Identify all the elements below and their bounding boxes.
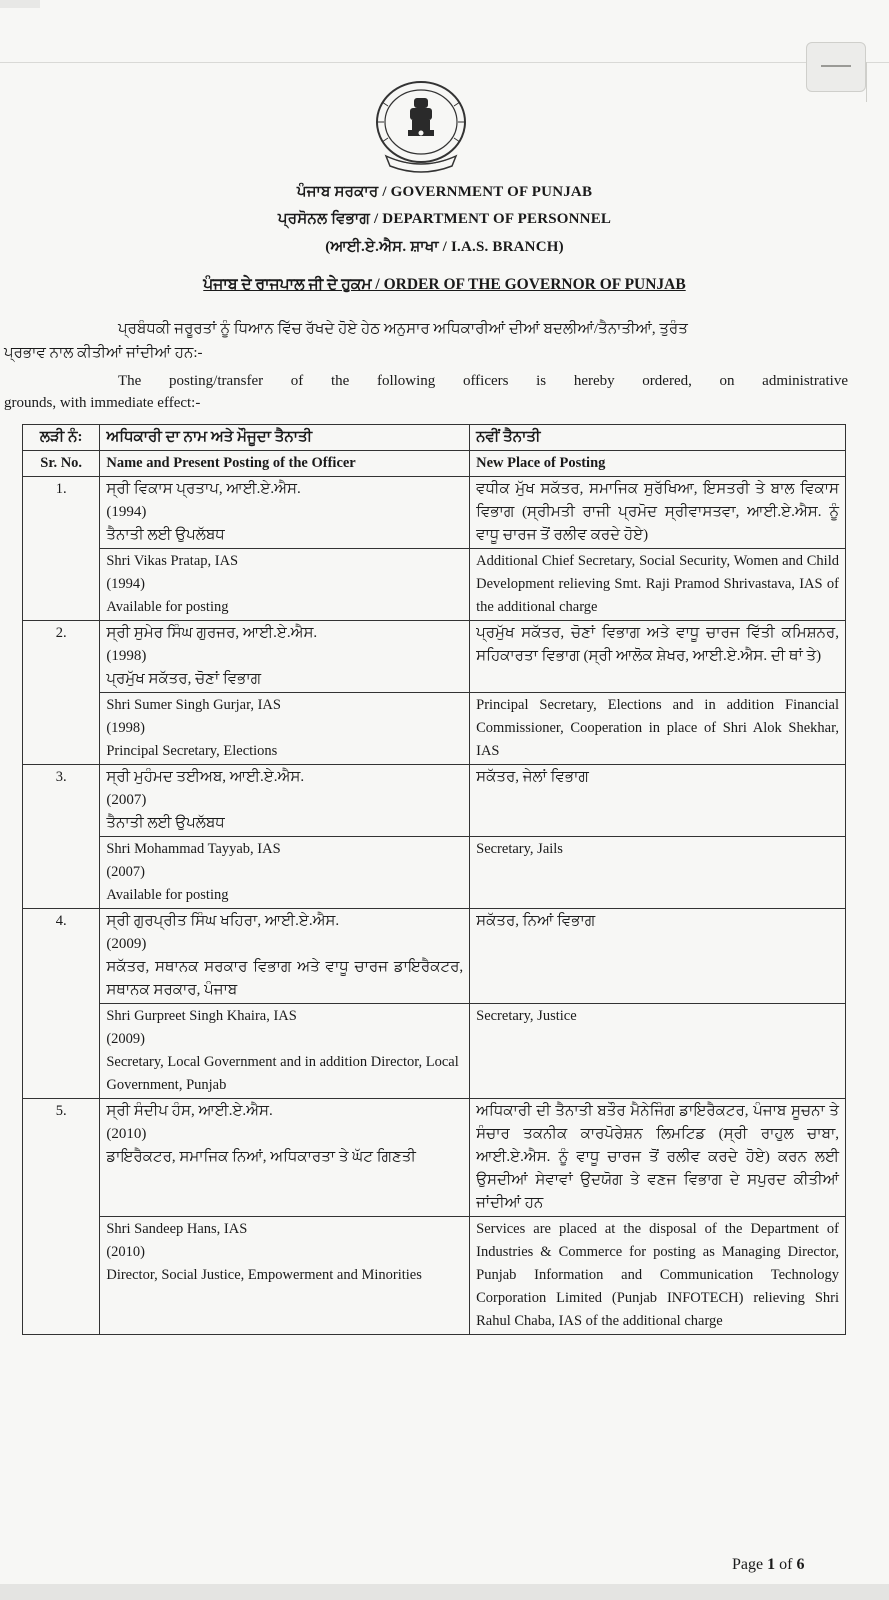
officer-batch-pa: (2007)	[106, 792, 147, 808]
officer-batch-en: (2007)	[106, 864, 146, 880]
table-header-row-punjabi	[23, 425, 846, 451]
header-government: ਪੰਜਾਬ ਸਰਕਾਰ / GOVERNMENT OF PUNJAB	[296, 184, 593, 200]
new-posting-en: Secretary, Jails	[470, 837, 846, 909]
government-emblem-logo	[368, 76, 474, 176]
officer-present-posting-pa: ਡਾਇਰੈਕਟਰ, ਸਮਾਜਿਕ ਨਿਆਂ, ਅਧਿਕਾਰਤਾ ਤੇ ਘੱਟ ਗਿਣਤੀ	[106, 1149, 416, 1165]
officer-present-posting-en: Secretary, Local Government and in addition Director, Local Government, Punjab	[106, 1054, 459, 1093]
officer-name-pa: ਸ੍ਰੀ ਮੁਹੰਮਦ ਤਈਅਬ, ਆਈ.ਏ.ਐਸ.	[106, 769, 305, 785]
officer-batch-en: (1998)	[106, 720, 146, 736]
intro-english-line2: grounds, with immediate effect:-	[4, 395, 201, 411]
table-row	[23, 693, 846, 765]
page-bottom-edge	[0, 1584, 889, 1600]
officer-name-pa: ਸ੍ਰੀ ਵਿਕਾਸ ਪ੍ਰਤਾਪ, ਆਈ.ਏ.ਐਸ.	[106, 481, 301, 497]
menu-handle-button[interactable]	[806, 42, 866, 92]
sr-number: 5.	[23, 1099, 100, 1335]
sr-number: 4.	[23, 909, 100, 1099]
new-posting-en: Services are placed at the disposal of the Department of Industries & Commerce for posting as Managing Director, Punjab Information and Communication Technology Corporation Limited (Punjab INFOTECH) relieving Shri Rahul Chaba, IAS of the additional charge	[470, 1217, 846, 1335]
new-posting-en: Principal Secretary, Elections and in addition Financial Commissioner, Cooperation in place of Shri Alok Shekhar, IAS	[470, 693, 846, 765]
officer-punjabi	[100, 1099, 470, 1217]
officer-batch-en: (2009)	[106, 1031, 146, 1047]
intro-english-line1: The posting/transfer of the following officers is hereby ordered, on administrative	[118, 373, 848, 389]
sr-number: 3.	[23, 765, 100, 909]
sr-number: 1.	[23, 477, 100, 621]
officer-name-pa: ਸ੍ਰੀ ਸੁਮੇਰ ਸਿੰਘ ਗੁਰਜਰ, ਆਈ.ਏ.ਐਸ.	[106, 625, 318, 641]
page-top-edge	[0, 62, 889, 63]
officer-name-en: Shri Gurpreet Singh Khaira, IAS	[106, 1008, 297, 1024]
officer-english	[100, 1217, 470, 1335]
officer-english	[100, 837, 470, 909]
officer-batch-pa: (2009)	[106, 936, 147, 952]
table-row	[23, 477, 846, 549]
officer-present-posting-en: Available for posting	[106, 887, 229, 903]
officer-punjabi	[100, 909, 470, 1004]
order-title	[0, 276, 889, 294]
officer-batch-pa: (1998)	[106, 648, 147, 664]
officer-name-pa: ਸ੍ਰੀ ਸੰਦੀਪ ਹੰਸ, ਆਈ.ਏ.ਐਸ.	[106, 1103, 273, 1119]
table-row	[23, 1004, 846, 1099]
table-row	[23, 837, 846, 909]
officer-batch-pa: (2010)	[106, 1126, 147, 1142]
officer-present-posting-pa: ਤੈਨਾਤੀ ਲਈ ਉਪਲੱਬਧ	[106, 815, 225, 831]
officer-punjabi	[100, 621, 470, 693]
header-posting-en: New Place of Posting	[470, 451, 846, 477]
table-row	[23, 621, 846, 693]
officer-english	[100, 693, 470, 765]
header-sr-en: Sr. No.	[23, 451, 100, 477]
new-posting-en: Additional Chief Secretary, Social Security, Women and Child Development relieving Smt. Raji Pramod Shrivastava, IAS of the additional charge	[470, 549, 846, 621]
intro-punjabi-line2: ਪ੍ਰਭਾਵ ਨਾਲ ਕੀਤੀਆਂ ਜਾਂਦੀਆਂ ਹਨ:-	[4, 345, 203, 361]
header-officer-en: Name and Present Posting of the Officer	[100, 451, 470, 477]
officer-name-en: Shri Mohammad Tayyab, IAS	[106, 841, 281, 857]
order-title-text: ਪੰਜਾਬ ਦੇ ਰਾਜਪਾਲ ਜੀ ਦੇ ਹੁਕਮ / ORDER OF THE GOVERNOR OF PUNJAB	[203, 276, 686, 293]
page-current: 1	[767, 1556, 776, 1573]
new-posting-pa: ਪ੍ਰਮੁੱਖ ਸਕੱਤਰ, ਚੋਣਾਂ ਵਿਭਾਗ ਅਤੇ ਵਾਧੂ ਚਾਰਜ ਵਿੱਤੀ ਕਮਿਸ਼ਨਰ, ਸਹਿਕਾਰਤਾ ਵਿਭਾਗ (ਸ੍ਰੀ ਆਲੋਕ ਸ਼ੇਖਰ, ਆਈ.ਏ.ਐਸ. ਦੀ ਥਾਂ ਤੇ)	[470, 621, 846, 693]
officer-batch-pa: (1994)	[106, 504, 147, 520]
header-sr-pa: ਲੜੀ ਨੰ:	[23, 425, 100, 451]
officer-name-en: Shri Sumer Singh Gurjar, IAS	[106, 697, 281, 713]
posting-table	[22, 424, 846, 1335]
table-row	[23, 549, 846, 621]
officer-name-en: Shri Vikas Pratap, IAS	[106, 553, 239, 569]
new-posting-en: Secretary, Justice	[470, 1004, 846, 1099]
new-posting-pa: ਸਕੱਤਰ, ਨਿਆਂ ਵਿਭਾਗ	[470, 909, 846, 1004]
officer-name-en: Shri Sandeep Hans, IAS	[106, 1221, 248, 1237]
officer-present-posting-pa: ਪ੍ਰਮੁੱਖ ਸਕੱਤਰ, ਚੋਣਾਂ ਵਿਭਾਗ	[106, 671, 262, 687]
officer-punjabi	[100, 477, 470, 549]
header-officer-pa: ਅਧਿਕਾਰੀ ਦਾ ਨਾਮ ਅਤੇ ਮੌਜੂਦਾ ਤੈਨਾਤੀ	[100, 425, 470, 451]
sr-number: 2.	[23, 621, 100, 765]
header-branch: (ਆਈ.ਏ.ਐਸ. ਸ਼ਾਖਾ / I.A.S. BRANCH)	[325, 239, 564, 255]
table-row	[23, 765, 846, 837]
officer-present-posting-pa: ਤੈਨਾਤੀ ਲਈ ਉਪਲੱਬਧ	[106, 527, 225, 543]
page-of: of	[779, 1556, 793, 1573]
header-department: ਪ੍ਰਸੋਨਲ ਵਿਭਾਗ / DEPARTMENT OF PERSONNEL	[277, 211, 612, 227]
officer-english	[100, 1004, 470, 1099]
table-row	[23, 909, 846, 1004]
header-posting-pa: ਨਵੀਂ ਤੈਨਾਤੀ	[470, 425, 846, 451]
top-edge	[0, 0, 40, 8]
new-posting-pa: ਵਧੀਕ ਮੁੱਖ ਸਕੱਤਰ, ਸਮਾਜਿਕ ਸੁਰੱਖਿਆ, ਇਸਤਰੀ ਤੇ ਬਾਲ ਵਿਕਾਸ ਵਿਭਾਗ (ਸ੍ਰੀਮਤੀ ਰਾਜੀ ਪ੍ਰਮੋਦ ਸ੍ਰੀਵਾਸਤਵਾ, ਆਈ.ਏ.ਐਸ. ਨੂੰ ਵਾਧੂ ਚਾਰਜ ਤੋਂ ਰਲੀਵ ਕਰਦੇ ਹੋਏ)	[470, 477, 846, 549]
page-right-edge	[866, 62, 867, 102]
officer-present-posting-en: Available for posting	[106, 599, 229, 615]
page-label: Page	[732, 1556, 764, 1573]
officer-present-posting-en: Principal Secretary, Elections	[106, 743, 278, 759]
officer-present-posting-en: Director, Social Justice, Empowerment and Minorities	[106, 1267, 422, 1283]
officer-name-pa: ਸ੍ਰੀ ਗੁਰਪ੍ਰੀਤ ਸਿੰਘ ਖਹਿਰਾ, ਆਈ.ਏ.ਐਸ.	[106, 913, 340, 929]
page-number	[732, 1556, 804, 1574]
officer-present-posting-pa: ਸਕੱਤਰ, ਸਥਾਨਕ ਸਰਕਾਰ ਵਿਭਾਗ ਅਤੇ ਵਾਧੂ ਚਾਰਜ ਡਾਇਰੈਕਟਰ, ਸਥਾਨਕ ਸਰਕਾਰ, ਪੰਜਾਬ	[106, 959, 464, 998]
officer-batch-en: (1994)	[106, 576, 146, 592]
new-posting-pa: ਸਕੱਤਰ, ਜੇਲਾਂ ਵਿਭਾਗ	[470, 765, 846, 837]
officer-punjabi	[100, 765, 470, 837]
handle-bar-icon	[821, 65, 851, 67]
page-total: 6	[796, 1556, 805, 1573]
table-header-row-english	[23, 451, 846, 477]
intro-punjabi-line1: ਪ੍ਰਬੰਧਕੀ ਜਰੂਰਤਾਂ ਨੂੰ ਧਿਆਨ ਵਿੱਚ ਰੱਖਦੇ ਹੋਏ ਹੇਠ ਅਨੁਸਾਰ ਅਧਿਕਾਰੀਆਂ ਦੀਆਂ ਬਦਲੀਆਂ/ਤੈਨਾਤੀਆਂ, ਤੁਰੰਤ	[118, 321, 688, 337]
table-row	[23, 1217, 846, 1335]
officer-english	[100, 549, 470, 621]
new-posting-pa: ਅਧਿਕਾਰੀ ਦੀ ਤੈਨਾਤੀ ਬਤੌਰ ਮੈਨੇਜਿੰਗ ਡਾਇਰੈਕਟਰ, ਪੰਜਾਬ ਸੂਚਨਾ ਤੇ ਸੰਚਾਰ ਤਕਨੀਕ ਕਾਰਪੋਰੇਸ਼ਨ ਲਿਮਟਿਡ (ਸ੍ਰੀ ਰਾਹੁਲ ਚਾਬਾ, ਆਈ.ਏ.ਐਸ. ਨੂੰ ਵਾਧੂ ਚਾਰਜ ਤੋਂ ਰਲੀਵ ਕਰਦੇ ਹੋਏ) ਕਰਨ ਲਈ ਉਸਦੀਆਂ ਸੇਵਾਵਾਂ ਉਦਯੋਗ ਤੇ ਵਣਜ ਵਿਭਾਗ ਦੇ ਸਪੁਰਦ ਕੀਤੀਆਂ ਜਾਂਦੀਆਂ ਹਨ	[470, 1099, 846, 1217]
table-row	[23, 1099, 846, 1217]
officer-batch-en: (2010)	[106, 1244, 146, 1260]
